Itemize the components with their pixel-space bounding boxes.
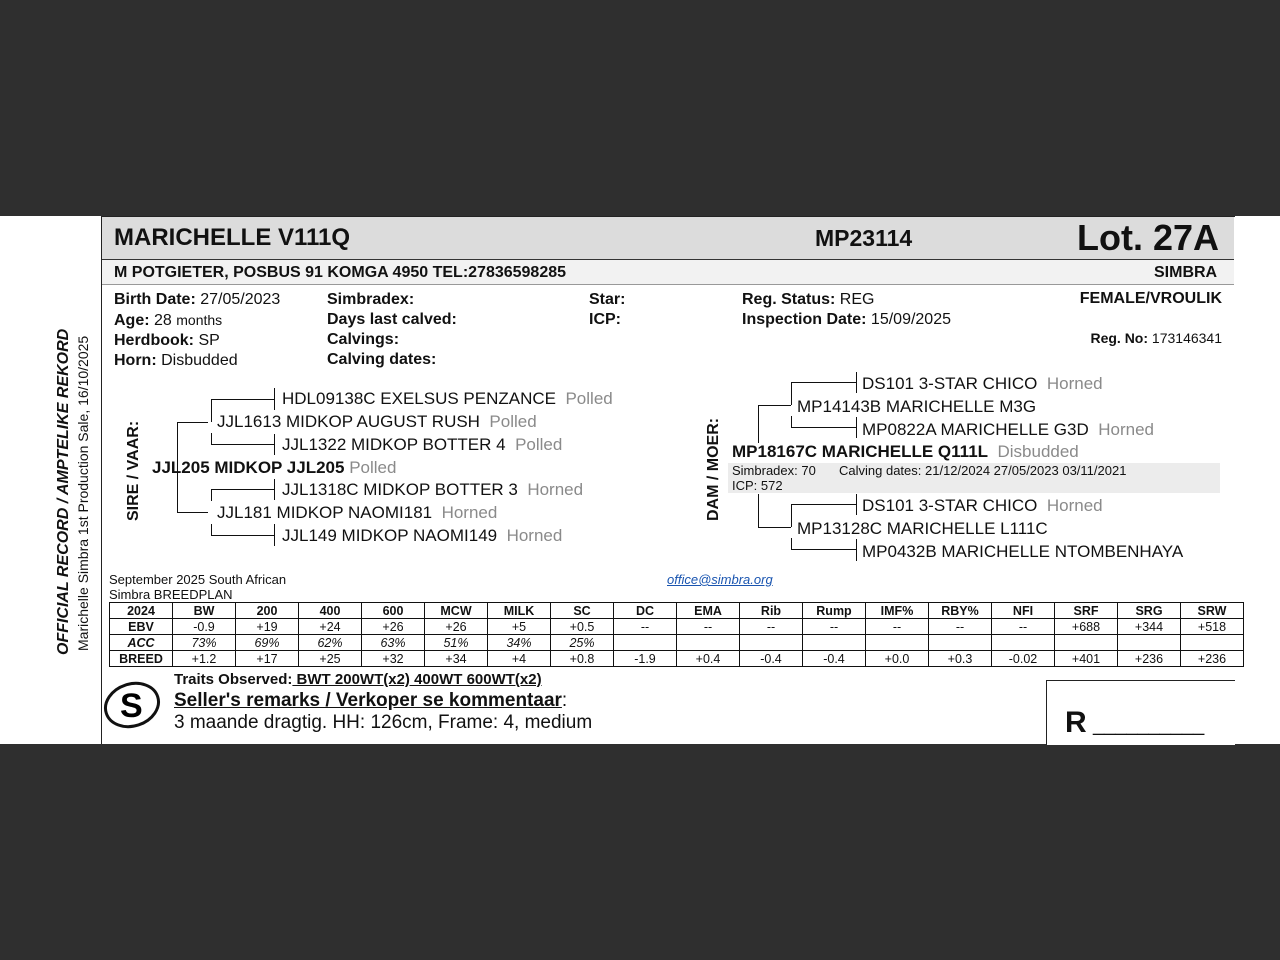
dam-simbradex: Simbradex: 70 bbox=[732, 463, 816, 478]
table-cell: +19 bbox=[236, 619, 299, 635]
table-cell: 63% bbox=[362, 635, 425, 651]
dam-label: DAM / MOER: bbox=[705, 417, 722, 521]
sex-label: FEMALE/VROULIK bbox=[1079, 290, 1222, 307]
table-cell: +0.3 bbox=[929, 651, 992, 667]
dam-icp: ICP: 572 bbox=[732, 478, 783, 493]
table-cell: +17 bbox=[236, 651, 299, 667]
table-cell: +4 bbox=[488, 651, 551, 667]
table-cell: NFI bbox=[992, 603, 1055, 619]
table-cell: SRW bbox=[1181, 603, 1244, 619]
table-cell: +518 bbox=[1181, 619, 1244, 635]
table-cell: 69% bbox=[236, 635, 299, 651]
inspection-date: Inspection Date: 15/09/2025 bbox=[742, 311, 951, 328]
table-cell: 600 bbox=[362, 603, 425, 619]
table-cell bbox=[677, 635, 740, 651]
remarks-title: Seller's remarks / Verkoper se kommentaar: bbox=[174, 690, 568, 711]
sire-dam-sire: JJL1318C MIDKOP BOTTER 3 Horned bbox=[282, 480, 584, 499]
table-cell: +5 bbox=[488, 619, 551, 635]
table-cell bbox=[1118, 635, 1181, 651]
dam-sire: MP14143B MARICHELLE M3G bbox=[797, 397, 1037, 416]
table-cell bbox=[866, 635, 929, 651]
dam-calving-dates: Calving dates: 21/12/2024 27/05/2023 03/11/2021 bbox=[839, 463, 1127, 478]
table-cell: +0.0 bbox=[866, 651, 929, 667]
table-cell bbox=[929, 635, 992, 651]
traits-observed: Traits Observed: BWT 200WT(x2) 400WT 600WT(x2) bbox=[174, 671, 542, 688]
calvings-label: Calvings: bbox=[327, 331, 400, 348]
table-cell: -- bbox=[803, 619, 866, 635]
table-cell: MCW bbox=[425, 603, 488, 619]
table-cell: +32 bbox=[362, 651, 425, 667]
table-cell: +26 bbox=[362, 619, 425, 635]
official-record-label: OFFICIAL RECORD / AMPTELIKE REKORD bbox=[55, 328, 72, 655]
table-cell: Rib bbox=[740, 603, 803, 619]
breedplan-line1: September 2025 South African bbox=[109, 572, 287, 587]
table-cell bbox=[992, 635, 1055, 651]
svg-text:S: S bbox=[120, 687, 143, 725]
table-cell: 400 bbox=[299, 603, 362, 619]
sire-sire: JJL1613 MIDKOP AUGUST RUSH Polled bbox=[217, 412, 537, 431]
table-cell: Rump bbox=[803, 603, 866, 619]
table-cell: BREED bbox=[110, 651, 173, 667]
table-cell: +688 bbox=[1055, 619, 1118, 635]
sire-sire-sire: HDL09138C EXELSUS PENZANCE Polled bbox=[282, 389, 613, 408]
breed-name: SIMBRA bbox=[1154, 264, 1218, 281]
table-cell: DC bbox=[614, 603, 677, 619]
table-cell: 25% bbox=[551, 635, 614, 651]
sale-label: Marichelle Simbra 1st Production Sale, 16/10/2025 bbox=[75, 335, 91, 651]
table-cell: 200 bbox=[236, 603, 299, 619]
horn-status: Horn: Disbudded bbox=[114, 352, 238, 369]
info-col-2 bbox=[327, 290, 457, 370]
table-cell: 62% bbox=[299, 635, 362, 651]
table-cell: -0.9 bbox=[173, 619, 236, 635]
lot-number: Lot. 27A bbox=[1077, 217, 1220, 258]
table-cell: -- bbox=[866, 619, 929, 635]
animal-id: MP23114 bbox=[815, 225, 913, 251]
table-cell: -- bbox=[614, 619, 677, 635]
dam-dam-dam: MP0432B MARICHELLE NTOMBENHAYA bbox=[862, 542, 1184, 561]
table-cell: -0.02 bbox=[992, 651, 1055, 667]
breedplan-line2: Simbra BREEDPLAN bbox=[109, 587, 233, 602]
dam-name: MP18167C MARICHELLE Q111L Disbudded bbox=[732, 442, 1079, 461]
remarks-text: 3 maande dragtig. HH: 126cm, Frame: 4, medium bbox=[174, 712, 593, 733]
table-row bbox=[110, 651, 1244, 667]
table-cell bbox=[740, 635, 803, 651]
dam-dam-sire: DS101 3-STAR CHICO Horned bbox=[862, 496, 1103, 515]
table-row bbox=[110, 619, 1244, 635]
table-cell: 73% bbox=[173, 635, 236, 651]
simbra-logo-icon bbox=[101, 677, 165, 733]
table-cell: +401 bbox=[1055, 651, 1118, 667]
table-cell: EMA bbox=[677, 603, 740, 619]
sire-sire-dam: JJL1322 MIDKOP BOTTER 4 Polled bbox=[282, 435, 563, 454]
info-col-3 bbox=[589, 290, 625, 330]
reg-status: Reg. Status: REG bbox=[742, 291, 875, 308]
reg-number: Reg. No: 173146341 bbox=[1090, 330, 1222, 346]
r-blank: __________ bbox=[1093, 714, 1205, 736]
table-cell: +0.4 bbox=[677, 651, 740, 667]
table-cell: ACC bbox=[110, 635, 173, 651]
table-cell: +236 bbox=[1181, 651, 1244, 667]
table-cell: SC bbox=[551, 603, 614, 619]
table-cell: +0.5 bbox=[551, 619, 614, 635]
info-col-1 bbox=[114, 290, 280, 371]
table-cell: RBY% bbox=[929, 603, 992, 619]
table-header-row bbox=[110, 603, 1244, 619]
birth-date: Birth Date: 27/05/2023 bbox=[114, 291, 281, 308]
sire-dam: JJL181 MIDKOP NAOMI181 Horned bbox=[217, 503, 498, 522]
table-cell: 2024 bbox=[110, 603, 173, 619]
table-cell: 51% bbox=[425, 635, 488, 651]
table-cell: +26 bbox=[425, 619, 488, 635]
r-letter: R bbox=[1065, 706, 1087, 739]
dam-sire-sire: DS101 3-STAR CHICO Horned bbox=[862, 374, 1103, 393]
table-cell bbox=[1181, 635, 1244, 651]
days-calved-label: Days last calved: bbox=[327, 311, 457, 328]
table-cell: +25 bbox=[299, 651, 362, 667]
table-cell: +34 bbox=[425, 651, 488, 667]
table-cell: +24 bbox=[299, 619, 362, 635]
animal-name: MARICHELLE V111Q bbox=[114, 224, 351, 251]
sire-dam-dam: JJL149 MIDKOP NAOMI149 Horned bbox=[282, 526, 563, 545]
table-cell bbox=[1055, 635, 1118, 651]
icp-label: ICP: bbox=[589, 311, 621, 328]
herdbook: Herdbook: SP bbox=[114, 332, 220, 349]
star-label: Star: bbox=[589, 291, 626, 308]
table-cell: -- bbox=[929, 619, 992, 635]
table-cell: +1.2 bbox=[173, 651, 236, 667]
table-cell bbox=[803, 635, 866, 651]
table-cell: SRF bbox=[1055, 603, 1118, 619]
table-cell: +344 bbox=[1118, 619, 1181, 635]
age: Age: 28 months bbox=[114, 312, 223, 329]
table-cell: EBV bbox=[110, 619, 173, 635]
ebv-table bbox=[109, 602, 1244, 667]
simbradex-label: Simbradex: bbox=[327, 291, 415, 308]
sire-name: JJL205 MIDKOP JJL205 Polled bbox=[152, 458, 397, 477]
table-cell: -1.9 bbox=[614, 651, 677, 667]
table-cell: 34% bbox=[488, 635, 551, 651]
table-cell: +236 bbox=[1118, 651, 1181, 667]
table-row bbox=[110, 635, 1244, 651]
calving-dates-label: Calving dates: bbox=[327, 351, 437, 368]
table-cell: BW bbox=[173, 603, 236, 619]
table-cell: -- bbox=[677, 619, 740, 635]
dam-dam: MP13128C MARICHELLE L111C bbox=[797, 519, 1048, 538]
table-cell: -0.4 bbox=[803, 651, 866, 667]
table-cell: -- bbox=[740, 619, 803, 635]
table-cell: -- bbox=[992, 619, 1055, 635]
table-cell: SRG bbox=[1118, 603, 1181, 619]
sire-label: SIRE / VAAR: bbox=[125, 420, 142, 521]
seller-address: M POTGIETER, POSBUS 91 KOMGA 4950 TEL:27836598285 bbox=[114, 264, 567, 281]
table-cell: +0.8 bbox=[551, 651, 614, 667]
table-cell bbox=[614, 635, 677, 651]
email-link[interactable]: office@simbra.org bbox=[667, 572, 773, 587]
table-cell: IMF% bbox=[866, 603, 929, 619]
table-cell: -0.4 bbox=[740, 651, 803, 667]
dam-sire-dam: MP0822A MARICHELLE G3D Horned bbox=[862, 420, 1154, 439]
info-col-4 bbox=[742, 290, 951, 330]
table-cell: MILK bbox=[488, 603, 551, 619]
